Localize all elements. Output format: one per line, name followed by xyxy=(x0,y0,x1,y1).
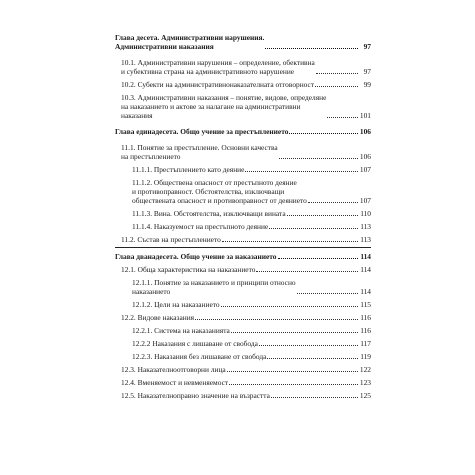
toc-entry-10-3-page: 101 xyxy=(359,111,371,120)
dot-leader xyxy=(287,215,358,216)
toc-entry-11-1-2-page: 107 xyxy=(359,196,371,205)
toc-entry-11-1-page: 106 xyxy=(359,152,371,161)
toc-entry-12-1-2-page: 115 xyxy=(360,300,371,309)
toc-entry-11-1-4-text: 11.1.4. Наказуемост на престъпното деяние xyxy=(132,222,269,231)
toc-entry-12-2-1-page: 116 xyxy=(360,326,371,335)
dot-leader xyxy=(195,319,358,320)
dot-leader xyxy=(265,48,358,49)
toc-entry-12-5-text: 12.5. Наказателноправно значение на възрастта xyxy=(121,391,270,400)
dot-leader xyxy=(245,171,358,172)
toc-entry-12-4-text: 12.4. Вменяемост и невменяемост xyxy=(121,378,229,387)
toc-entry-12-1 xyxy=(115,265,371,274)
toc-chapter-11-page: 106 xyxy=(359,127,371,136)
dot-leader xyxy=(316,73,358,74)
toc-entry-12-1-page: 114 xyxy=(360,265,371,274)
toc-entry-10-1-page: 97 xyxy=(363,67,371,76)
dot-leader xyxy=(327,117,358,118)
toc-entry-12-4-page: 123 xyxy=(359,378,371,387)
toc-entry-12-1-1 xyxy=(115,278,371,296)
dot-leader xyxy=(229,384,358,385)
dot-leader xyxy=(231,332,358,333)
dot-leader xyxy=(256,271,358,272)
toc-entry-11-1-4-page: 113 xyxy=(360,222,371,231)
toc-entry-12-2-3 xyxy=(115,352,371,361)
toc-entry-10-3 xyxy=(115,93,371,120)
toc-entry-12-1-text: 12.1. Обща характеристика на наказанието xyxy=(121,265,256,274)
dot-leader xyxy=(278,258,358,259)
toc-entry-11-1-4 xyxy=(115,222,371,231)
toc-entry-12-5-page: 125 xyxy=(359,391,371,400)
toc-entry-11-1-1 xyxy=(115,165,371,174)
toc-entry-12-2-1-text: 12.2.1. Система на наказанията xyxy=(132,326,230,335)
toc-entry-10-1-text: 10.1. Административни нарушения – определение, обективна и субективна страна на административното нарушение xyxy=(121,58,315,76)
toc-entry-11-1 xyxy=(115,143,371,161)
section-divider xyxy=(115,247,371,248)
toc-entry-11-1-2 xyxy=(115,178,371,205)
toc-entry-10-2-text: 10.2. Субекти на административнонаказателната отговорност xyxy=(121,80,315,89)
dot-leader xyxy=(227,371,358,372)
toc-entry-12-1-2 xyxy=(115,300,371,309)
dot-leader xyxy=(279,158,358,159)
toc-entry-12-2-3-page: 119 xyxy=(360,352,371,361)
toc-entry-12-1-2-text: 12.1.2. Цели на наказанието xyxy=(132,300,220,309)
toc-entry-12-2-2-text: 12.2.2 Наказания с лишаване от свобода xyxy=(132,339,258,348)
toc-entry-12-2-2 xyxy=(115,339,371,348)
dot-leader xyxy=(221,306,358,307)
toc-chapter-12 xyxy=(115,252,371,261)
dot-leader xyxy=(269,228,358,229)
dot-leader xyxy=(259,345,358,346)
toc-entry-10-2-page: 99 xyxy=(363,80,371,89)
toc-entry-11-1-1-text: 11.1.1. Престъплението като деяние xyxy=(132,165,245,174)
toc-entry-11-2-page: 113 xyxy=(360,235,371,244)
toc-entry-10-3-text: 10.3. Административни наказания – понятие, видове, определяне на наказанието и актове за налагане на административни наказания xyxy=(121,93,327,120)
toc-entry-11-2 xyxy=(115,235,371,244)
toc-entry-11-1-2-text: 11.1.2. Обществена опасност от престъпното деяние и противоправност. Обстоятелства, изключващи обществената опасност и противоправност от деянието xyxy=(132,178,307,205)
toc-entry-12-3-page: 122 xyxy=(359,365,371,374)
toc-entry-12-2-1 xyxy=(115,326,371,335)
dot-leader xyxy=(308,202,358,203)
table-of-contents xyxy=(115,33,371,400)
dot-leader xyxy=(297,293,358,294)
dot-leader xyxy=(267,358,358,359)
toc-entry-10-2 xyxy=(115,80,371,89)
toc-chapter-10-title: Глава десета. Административни нарушения. Административни наказания xyxy=(115,33,265,51)
toc-entry-11-1-3-text: 11.1.3. Вина. Обстоятелства, изключващи вината xyxy=(132,209,286,218)
dot-leader xyxy=(271,397,358,398)
toc-entry-11-1-3 xyxy=(115,209,371,218)
toc-entry-12-3 xyxy=(115,365,371,374)
toc-chapter-11 xyxy=(115,127,371,136)
toc-entry-12-4 xyxy=(115,378,371,387)
toc-entry-12-2 xyxy=(115,313,371,322)
toc-chapter-12-title: Глава дванадесета. Общо учение за наказанието xyxy=(115,252,277,261)
toc-chapter-11-title: Глава единадесета. Общо учение за престъплението xyxy=(115,127,289,136)
toc-entry-12-1-1-text: 12.1.1. Понятие за наказанието и принципи относно наказанието xyxy=(132,278,296,296)
toc-chapter-10 xyxy=(115,33,371,51)
toc-entry-11-1-3-page: 110 xyxy=(360,209,371,218)
dot-leader xyxy=(289,133,358,134)
toc-entry-11-1-text: 11.1. Понятие за престъпление. Основни качества на престъплението xyxy=(121,143,278,161)
toc-entry-12-2-page: 116 xyxy=(360,313,371,322)
toc-entry-11-1-1-page: 107 xyxy=(359,165,371,174)
toc-entry-11-2-text: 11.2. Състав на престъплението xyxy=(121,235,221,244)
toc-chapter-10-page: 97 xyxy=(363,42,371,51)
dot-leader xyxy=(315,86,358,87)
toc-entry-12-2-2-page: 117 xyxy=(360,339,371,348)
toc-chapter-12-page: 114 xyxy=(360,252,371,261)
toc-entry-12-2-text: 12.2. Видове наказания xyxy=(121,313,195,322)
toc-entry-12-3-text: 12.3. Наказателноотговорни лица xyxy=(121,365,226,374)
toc-entry-12-2-3-text: 12.2.3. Наказания без лишаване от свобода xyxy=(132,352,267,361)
toc-entry-12-1-1-page: 114 xyxy=(360,287,371,296)
toc-entry-10-1 xyxy=(115,58,371,76)
dot-leader xyxy=(222,241,358,242)
toc-entry-12-5 xyxy=(115,391,371,400)
